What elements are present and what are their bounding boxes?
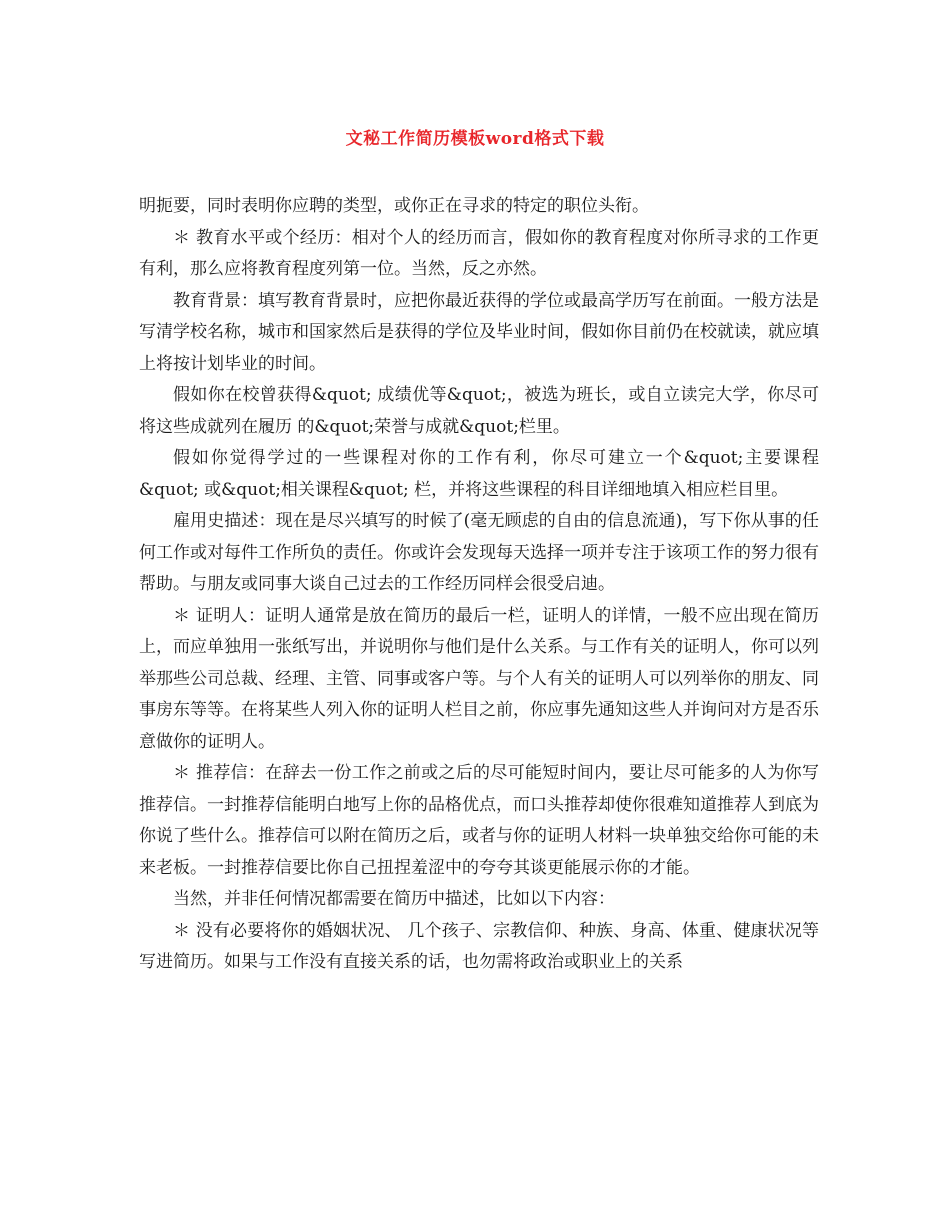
paragraph: ＊ 没有必要将你的婚姻状况、 几个孩子、宗教信仰、种族、身高、体重、健康状况等写进简历。如果与工作没有直接关系的话，也勿需将政治或职业上的关系 [139, 920, 819, 972]
paragraph: 明扼要，同时表明你应聘的类型，或你正在寻求的特定的职位头衔。 [139, 196, 649, 216]
paragraph: 假如你在校曾获得&quot; 成绩优等&quot;，被选为班长，或自立读完大学，你尽可将这些成就列在履历 的&quot;荣誉与成就&quot;栏里。 [139, 385, 819, 437]
paragraph: 假如你觉得学过的一些课程对你的工作有利，你尽可建立一个&quot;主要课程&quot; 或&quot;相关课程&quot; 栏，并将这些课程的科目详细地填入相应栏目里。 [139, 448, 819, 500]
paragraph: 教育背景：填写教育背景时，应把你最近获得的学位或最高学历写在前面。一般方法是写清学校名称，城市和国家然后是获得的学位及毕业时间，假如你目前仍在校就读，就应填上将按计划毕业的时间。 [139, 290, 819, 374]
paragraph: 雇用史描述：现在是尽兴填写的时候了(毫无顾虑的自由的信息流通)，写下你从事的任何工作或对每件工作所负的责任。你或许会发现每天选择一项并专注于该项工作的努力很有帮助。与朋友或同事大谈自己过去的工作经历同样会很受启迪。 [139, 511, 819, 594]
paragraph: ＊ 证明人：证明人通常是放在简历的最后一栏，证明人的详情，一般不应出现在简历上，而应单独用一张纸写出，并说明你与他们是什么关系。与工作有关的证明人，你可以列举那些公司总裁、经理、主管、同事或客户等。与个人有关的证明人可以列举你的朋友、同事房东等等。在将某些人列入你的证明人栏目之前，你应事先通知这些人并询问对方是否乐意做你的证明人。 [139, 605, 819, 752]
paragraph: ＊ 推荐信：在辞去一份工作之前或之后的尽可能短时间内，要让尽可能多的人为你写推荐信。一封推荐信能明白地写上你的品格优点，而口头推荐却使你很难知道推荐人到底为你说了些什么。推荐信可以附在简历之后，或者与你的证明人材料一块单独交给你可能的未来老板。一封推荐信要比你自己扭捏羞涩中的夸夸其谈更能展示你的才能。 [139, 763, 819, 878]
paragraph: 当然，并非任何情况都需要在简历中描述，比如以下内容： [173, 889, 615, 909]
paragraph: ＊ 教育水平或个经历：相对个人的经历而言，假如你的教育程度对你所寻求的工作更有利，那么应将教育程度列第一位。当然，反之亦然。 [139, 227, 819, 279]
document-title: 文秘工作简历模板word格式下载 [345, 129, 605, 149]
document-body [139, 191, 819, 979]
